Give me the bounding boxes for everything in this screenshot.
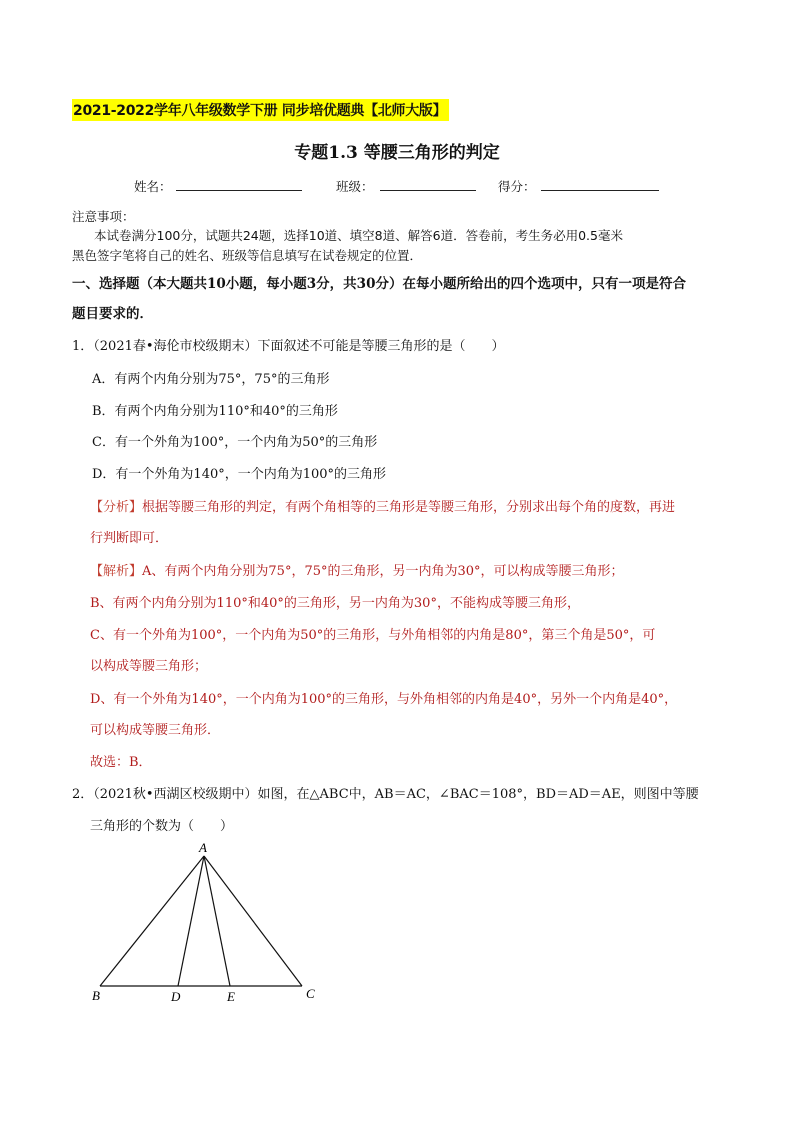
question-2-stem-line-2: 三角形的个数为（ ）	[90, 819, 234, 834]
point-a-label: A	[199, 840, 207, 855]
solution-line-c2: 以构成等腰三角形；	[90, 659, 208, 674]
solution-line-c1: C、有一个外角为100°，一个内角为50°的三角形，与外角相邻的内角是80°，第三个角是50°，可	[90, 628, 656, 643]
segment-ac	[204, 856, 302, 986]
class-label: 班级：	[336, 179, 374, 194]
notes-line-2: 黑色签字笔将自己的姓名、班级等信息填写在试卷规定的位置．	[72, 248, 423, 263]
point-c-label: C	[306, 986, 315, 1001]
score-blank[interactable]	[541, 176, 659, 191]
class-blank[interactable]	[380, 176, 476, 191]
triangle-figure	[88, 838, 338, 1008]
analysis-line-2: 行判断即可．	[90, 531, 169, 546]
series-banner: 2021-2022学年八年级数学下册 同步培优题典【北师大版】	[72, 99, 449, 121]
question-1-option-d: D．有一个外角为140°，一个内角为100°的三角形	[92, 467, 387, 482]
section-heading-line-1: 一、选择题（本大题共10小题，每小题3分，共30分）在每小题所给出的四个选项中，只有一项是符合	[72, 276, 686, 292]
solution-line-b: B、有两个内角分别为110°和40°的三角形，另一内角为30°，不能构成等腰三角形，	[90, 596, 580, 611]
segment-ad	[178, 856, 204, 986]
name-label: 姓名：	[134, 179, 172, 194]
solution-line-d2: 可以构成等腰三角形．	[90, 723, 221, 738]
question-1-option-c: C．有一个外角为100°，一个内角为50°的三角形	[92, 435, 378, 450]
segment-ae	[204, 856, 230, 986]
notes-heading: 注意事项：	[72, 209, 135, 224]
answer-line: 故选：B．	[90, 755, 152, 770]
analysis-line-1	[90, 496, 675, 515]
solution-line-d1: D、有一个外角为140°，一个内角为100°的三角形，与外角相邻的内角是40°，另外一个内角是40°，	[90, 692, 678, 707]
name-blank[interactable]	[176, 176, 302, 191]
segment-ab	[100, 856, 204, 986]
point-b-label: B	[92, 988, 100, 1003]
solution-text-a: A、有两个内角分别为75°，75°的三角形，另一内角为30°，可以构成等腰三角形；	[142, 564, 624, 579]
question-1-option-a: A．有两个内角分别为75°，75°的三角形	[92, 372, 330, 387]
point-d-label: D	[171, 989, 181, 1004]
solution-tag: 【解析】	[90, 564, 143, 579]
question-1-stem: 1．（2021春•海伦市校级期末）下面叙述不可能是等腰三角形的是（ ）	[72, 339, 505, 354]
analysis-text-1: 根据等腰三角形的判定，有两个角相等的三角形是等腰三角形，分别求出每个角的度数，再进	[142, 500, 676, 515]
point-e-label: E	[227, 989, 235, 1004]
page-title: 专题1.3 等腰三角形的判定	[294, 143, 500, 163]
question-2-stem-line-1: 2．（2021秋•西湖区校级期中）如图，在△ABC中，AB＝AC，∠BAC＝108°，BD＝AD＝AE，则图中等腰	[72, 787, 699, 802]
score-label: 得分：	[498, 179, 536, 194]
analysis-tag: 【分析】	[90, 500, 143, 515]
question-1-option-b: B．有两个内角分别为110°和40°的三角形	[92, 404, 338, 419]
solution-line-a	[90, 560, 624, 579]
section-heading-line-2: 题目要求的．	[72, 306, 153, 322]
notes-line-1: 本试卷满分100分，试题共24题，选择10道、填空8道、解答6道．答卷前，考生务必用0.5毫米	[94, 228, 623, 243]
